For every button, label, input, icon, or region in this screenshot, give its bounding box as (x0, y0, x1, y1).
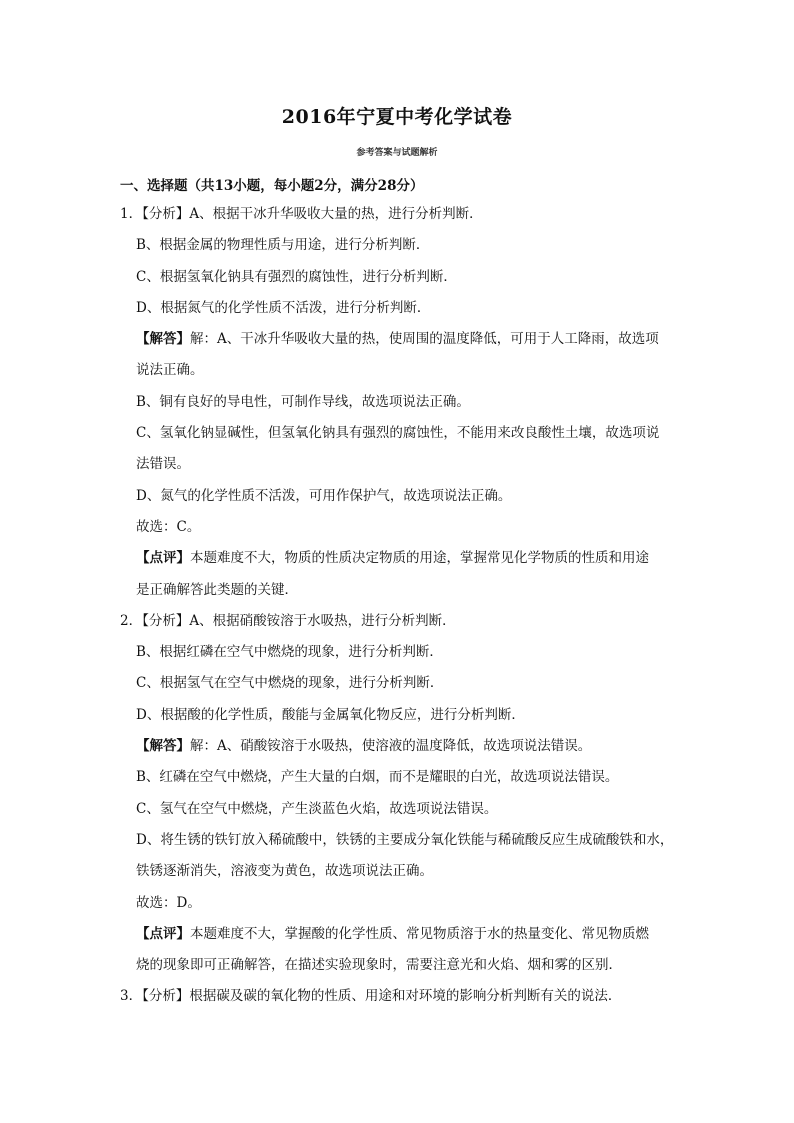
q2-analysis-tag: 【分析】 (142, 612, 190, 629)
q1-comment-1: 本题难度不大，物质的性质决定物质的用途，掌握常见化学物质的性质和用途 (190, 550, 649, 567)
q2-analysis-a: A、根据硝酸铵溶于水吸热，进行分析判断． (189, 612, 456, 629)
q1-answer-d: D、氮气的化学性质不活泼，可用作保护气，故选项说法正确。 (136, 487, 512, 504)
q2-answer-tag: 【解答】 (136, 738, 190, 755)
answer-body (120, 204, 680, 1018)
q1-answer-c-1: C、氢氧化钠显碱性，但氢氧化钠具有强烈的腐蚀性，不能用来改良酸性土壤，故选项说 (136, 425, 660, 442)
page-title: 2016年宁夏中考化学试卷 (281, 106, 513, 128)
q1-answer-a-1: 解：A、干冰升华吸收大量的热，使周围的温度降低，可用于人工降雨，故选项 (190, 331, 659, 348)
q3-analysis-tag: 【分析】 (142, 988, 190, 1005)
q2-analysis-c: C、根据氢气在空气中燃烧的现象，进行分析判断． (136, 675, 444, 692)
q1-answer-b: B、铜有良好的导电性，可制作导线，故选项说法正确。 (136, 393, 470, 410)
q2-analysis-line (120, 611, 680, 631)
q1-answer-c-2: 法错误。 (136, 456, 190, 473)
q1-comment-tag: 【点评】 (136, 550, 190, 567)
q1-comment-line (120, 548, 680, 568)
q2-answer-d-2: 铁锈逐渐消失，溶液变为黄色，故选项说法正确。 (136, 863, 433, 880)
q2-answer-b: B、红磷在空气中燃烧，产生大量的白烟，而不是耀眼的白光，故选项说法错误。 (136, 769, 619, 786)
q2-answer-d-1: D、将生锈的铁钉放入稀硫酸中，铁锈的主要成分氧化铁能与稀硫酸反应生成硫酸铁和水， (136, 831, 674, 848)
q1-answer-tag: 【解答】 (136, 331, 190, 348)
q1-choice: 故选：C。 (136, 518, 201, 535)
q1-answer-line (120, 329, 680, 349)
q3-analysis-line (120, 986, 680, 1006)
q2-answer-a: 解：A、硝酸铵溶于水吸热，使溶液的温度降低，故选项说法错误。 (190, 738, 592, 755)
q2-comment-1: 本题难度不大，掌握酸的化学性质、常见物质溶于水的热量变化、常见物质燃 (190, 925, 649, 942)
q1-comment-2: 是正确解答此类题的关键． (136, 581, 298, 598)
q2-analysis-b: B、根据红磷在空气中燃烧的现象，进行分析判断． (136, 644, 443, 661)
page-subtitle: 参考答案与试题解析 (356, 148, 438, 158)
q1-analysis-c: C、根据氢氧化钠具有强烈的腐蚀性，进行分析判断． (136, 268, 457, 285)
q2-answer-line (120, 736, 680, 756)
section-heading: 一、选择题（共13小题，每小题2分，满分28分） (120, 178, 424, 194)
q2-comment-2: 烧的现象即可正确解答，在描述实验现象时，需要注意光和火焰、烟和雾的区别． (136, 957, 622, 974)
q1-analysis-line (120, 204, 680, 224)
q1-number: 1． (120, 206, 143, 222)
q1-analysis-d: D、根据氮气的化学性质不活泼，进行分析判断． (136, 299, 431, 316)
q2-comment-tag: 【点评】 (136, 925, 190, 942)
q2-choice: 故选：D。 (136, 894, 201, 911)
q1-analysis-a: A、根据干冰升华吸收大量的热，进行分析判断． (189, 206, 483, 222)
q1-analysis-b: B、根据金属的物理性质与用途，进行分析判断． (136, 237, 430, 254)
q3-analysis: 根据碳及碳的氧化物的性质、用途和对环境的影响分析判断有关的说法． (189, 988, 622, 1005)
q2-analysis-d: D、根据酸的化学性质，酸能与金属氧化物反应，进行分析判断． (136, 706, 525, 723)
q1-answer-a-2: 说法正确。 (136, 362, 204, 379)
q2-comment-line (120, 924, 680, 944)
q3-number: 3． (120, 988, 143, 1005)
q2-number: 2． (120, 612, 143, 629)
q1-analysis-tag: 【分析】 (142, 206, 190, 222)
q2-answer-c: C、氢气在空气中燃烧，产生淡蓝色火焰，故选项说法错误。 (136, 800, 498, 817)
